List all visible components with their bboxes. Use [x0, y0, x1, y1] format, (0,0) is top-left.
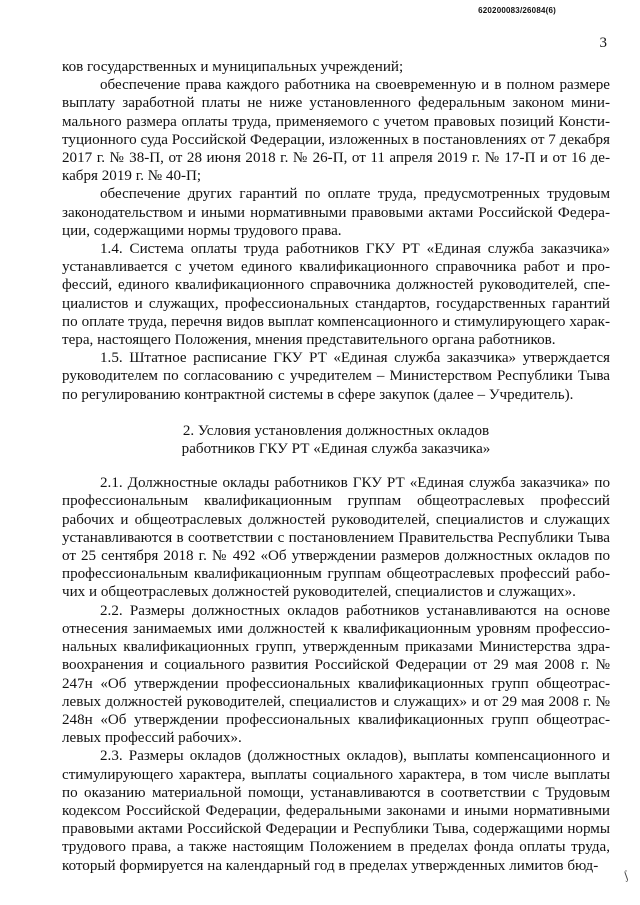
paragraph-2-3: 2.3. Размеры окладов (должностных окладов), выплаты компенсационного и стимулирующего характера, выплаты социального характера, в том числе выплаты по оказанию материальной помощи, устанавливаются в соответствии с Трудовым кодексом Российской Федерации, федеральными законами и иными нормативными правовыми актами Российской Федерации и Республики Тыва, содержащими нормы трудового права, а также настоящим Положением в пределах фонда оплаты труда, который формируется на календарный год в пределах утвержденных лимитов бюд-	[62, 748, 610, 874]
section-heading-line-2: работников ГКУ РТ «Единая служба заказчика»	[181, 441, 491, 458]
paragraph-other-guarantees: обеспечение других гарантий по оплате труда, предусмотренных трудовым законодательством и иными нормативными правовыми актами Российской Федерации, содержащими нормы трудового права.	[62, 186, 610, 239]
section-heading-line-1: 2. Условия установления должностных окладов	[182, 422, 490, 439]
paragraph-2-1: 2.1. Должностные оклады работников ГКУ РТ «Единая служба заказчика» по профессиональным квалификационным группам общеотраслевых профессий рабочих и общеотраслевых должностей руководителей, специалистов и служащих устанавливаются в соответствии с постановлением Правительства Республики Тыва от 25 сентября 2018 г. № 492 «Об утверждении размеров должностных окладов по профессиональным квалификационным группам общеотраслевых профессий рабочих и общеотраслевых должностей руководителей, специалистов и служащих».	[62, 475, 610, 601]
handwritten-mark-icon: ʃ	[621, 867, 631, 883]
paragraph-2-2: 2.2. Размеры должностных окладов работников устанавливаются на основе отнесения занимаемых ими должностей к квалификационным уровням профессиональных квалификационных групп, утвержденным приказами Министерства здравоохранения и социального развития Российской Федерации от 29 мая 2008 г. № 247н «Об утверждении профессиональных квалификационных групп общеотраслевых должностей руководителей, специалистов и служащих» и от 29 мая 2008 г. № 248н «Об утверждении профессиональных квалификационных групп общеотраслевых профессий рабочих».	[62, 602, 610, 747]
page-number: 3	[599, 35, 607, 51]
paragraph-continuation: ков государственных и муниципальных учреждений;	[62, 59, 404, 75]
paragraph-1-4: 1.4. Система оплаты труда работников ГКУ РТ «Единая служба заказчика» устанавливается с учетом единого квалификационного справочника работ и профессий, единого квалификационного справочника должностей руководителей, специалистов и служащих, профессиональных стандартов, государственных гарантий по оплате труда, перечня видов выплат компенсационного и стимулирующего характера, настоящего Положения, мнения представительного органа работников.	[62, 241, 610, 349]
doc-code: 620200083/26084(6)	[478, 6, 556, 15]
paragraph-1-5: 1.5. Штатное расписание ГКУ РТ «Единая служба заказчика» утверждается руководителем по согласованию с учредителем – Министерством Республики Тыва по регулированию контрактной системы в сфере закупок (далее – Учредитель).	[62, 350, 610, 403]
document-body	[62, 58, 610, 875]
paragraph-wage-guarantee: обеспечение права каждого работника на своевременную и в полном размере выплату заработной платы не ниже установленного федеральным законом минимального размера оплаты труда, применяемого с учетом правовых позиций Конституционного суда Российской Федерации, изложенных в постановлениях от 7 декабря 2017 г. № 38-П, от 28 июня 2018 г. № 26-П, от 11 апреля 2019 г. № 17-П и от 16 декабря 2019 г. № 40-П;	[62, 77, 610, 185]
section-heading	[62, 422, 610, 458]
